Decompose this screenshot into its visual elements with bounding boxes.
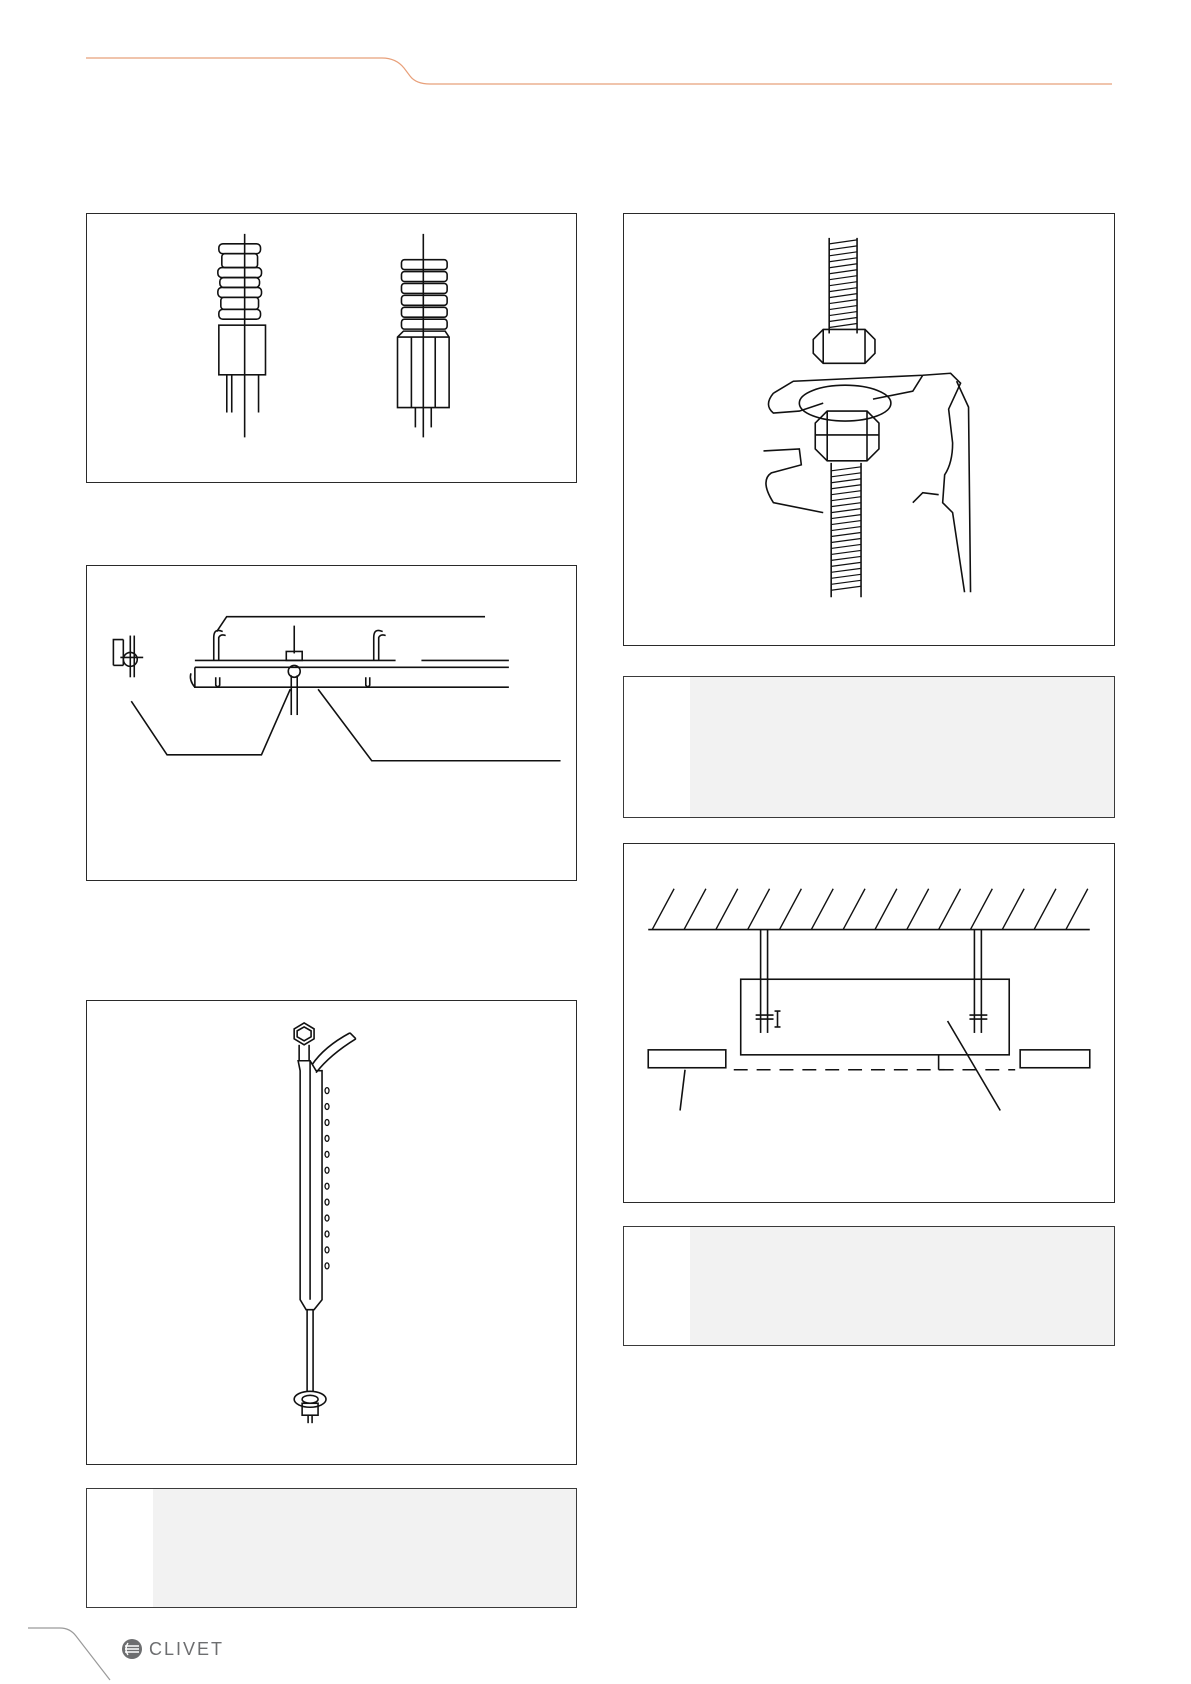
note-box-left — [86, 1488, 577, 1608]
note-box-right-2 — [623, 1226, 1115, 1346]
hanger-rod-icon — [87, 1001, 576, 1464]
note-box-right-1 — [623, 676, 1115, 818]
ceiling-suspended-unit-icon — [624, 844, 1114, 1202]
brand-logo — [121, 1637, 224, 1661]
threaded-rod-bracket-nut-icon — [624, 214, 1114, 645]
figure-pipe-fittings — [86, 213, 577, 483]
clivet-logo-icon — [121, 1638, 143, 1660]
footer-accent-line — [0, 1620, 140, 1684]
logo-text: CLIVET — [149, 1638, 225, 1659]
ceiling-channel-clips-icon — [87, 566, 576, 880]
figure-threaded-hanger-rod — [86, 1000, 577, 1465]
header-accent-line — [0, 0, 1191, 100]
flexible-hose-fittings-icon — [87, 214, 576, 482]
note-tab — [87, 1489, 153, 1607]
figure-ceiling-clips — [86, 565, 577, 881]
note-tab — [624, 677, 690, 817]
figure-bracket-nut — [623, 213, 1115, 646]
figure-suspended-unit — [623, 843, 1115, 1203]
note-tab — [624, 1227, 690, 1345]
